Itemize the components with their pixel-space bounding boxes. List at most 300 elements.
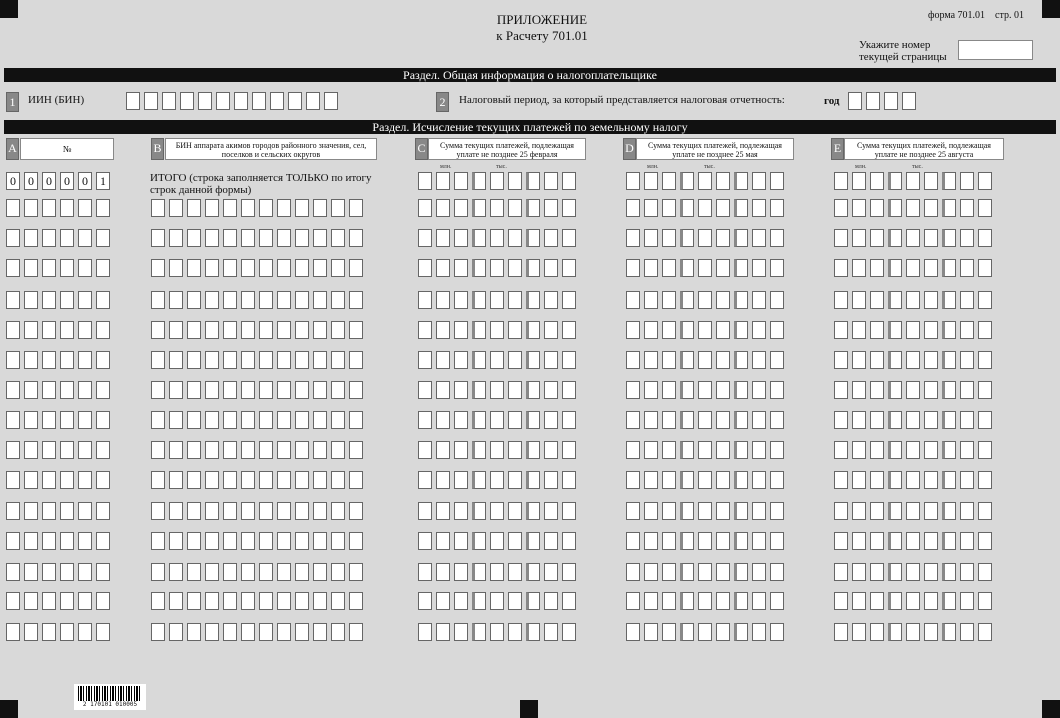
payment-may-cell[interactable]: [680, 502, 694, 520]
payment-may-cell[interactable]: [698, 199, 712, 217]
payment-feb-cell[interactable]: [472, 502, 486, 520]
payment-feb-cell[interactable]: [544, 441, 558, 459]
row-number-cell[interactable]: [24, 199, 38, 217]
row-number-cell[interactable]: [42, 592, 56, 610]
payment-aug-cell[interactable]: [942, 411, 956, 429]
payment-may-cell[interactable]: [770, 623, 784, 641]
payment-may-cell[interactable]: [752, 532, 766, 550]
payment-aug-cell[interactable]: [870, 411, 884, 429]
bin-akimat-cell[interactable]: [205, 471, 219, 489]
bin-akimat-cell[interactable]: [169, 321, 183, 339]
payment-may-cell[interactable]: [716, 199, 730, 217]
bin-akimat-cell[interactable]: [331, 441, 345, 459]
payment-aug-cell[interactable]: [834, 199, 848, 217]
year-cell[interactable]: [902, 92, 916, 110]
payment-aug-cell[interactable]: [960, 471, 974, 489]
row-number-cell[interactable]: [24, 259, 38, 277]
bin-akimat-cell[interactable]: [241, 351, 255, 369]
payment-may-cell[interactable]: [716, 441, 730, 459]
payment-aug-cell[interactable]: [924, 291, 938, 309]
payment-aug-cell[interactable]: [888, 532, 902, 550]
row-number-cell[interactable]: [78, 321, 92, 339]
payment-may-cell[interactable]: [626, 532, 640, 550]
row-number-cell[interactable]: [96, 441, 110, 459]
payment-aug-cell[interactable]: [834, 502, 848, 520]
bin-akimat-cell[interactable]: [169, 229, 183, 247]
payment-aug-cell[interactable]: [870, 381, 884, 399]
bin-akimat-cell[interactable]: [259, 411, 273, 429]
payment-feb-cell[interactable]: [490, 532, 504, 550]
payment-feb-cell[interactable]: [418, 471, 432, 489]
row-number-cell[interactable]: [24, 441, 38, 459]
payment-feb-cell[interactable]: [472, 172, 486, 190]
payment-feb-cell[interactable]: [436, 381, 450, 399]
payment-aug-cell[interactable]: [978, 623, 992, 641]
bin-akimat-cell[interactable]: [187, 592, 201, 610]
payment-aug-cell[interactable]: [942, 441, 956, 459]
bin-akimat-cell[interactable]: [313, 291, 327, 309]
payment-may-cell[interactable]: [752, 291, 766, 309]
bin-akimat-cell[interactable]: [277, 502, 291, 520]
payment-feb-cell[interactable]: [418, 259, 432, 277]
payment-feb-cell[interactable]: [490, 592, 504, 610]
iin-bin-cell[interactable]: [216, 92, 230, 110]
payment-may-cell[interactable]: [752, 502, 766, 520]
payment-aug-cell[interactable]: [906, 411, 920, 429]
payment-feb-cell[interactable]: [562, 411, 576, 429]
payment-may-cell[interactable]: [734, 321, 748, 339]
bin-akimat-cell[interactable]: [259, 471, 273, 489]
payment-aug-cell[interactable]: [924, 199, 938, 217]
payment-may-cell[interactable]: [698, 321, 712, 339]
row-number-cell[interactable]: [96, 623, 110, 641]
payment-aug-cell[interactable]: [978, 502, 992, 520]
row-number-cell[interactable]: [60, 441, 74, 459]
row-number-cell[interactable]: [60, 502, 74, 520]
payment-feb-cell[interactable]: [418, 441, 432, 459]
payment-feb-cell[interactable]: [526, 351, 540, 369]
payment-aug-cell[interactable]: [888, 441, 902, 459]
payment-feb-cell[interactable]: [562, 441, 576, 459]
payment-aug-cell[interactable]: [834, 351, 848, 369]
payment-aug-cell[interactable]: [852, 411, 866, 429]
bin-akimat-cell[interactable]: [241, 592, 255, 610]
bin-akimat-cell[interactable]: [313, 471, 327, 489]
bin-akimat-cell[interactable]: [187, 411, 201, 429]
payment-may-cell[interactable]: [752, 172, 766, 190]
payment-may-cell[interactable]: [770, 592, 784, 610]
payment-feb-cell[interactable]: [472, 623, 486, 641]
payment-may-cell[interactable]: [626, 441, 640, 459]
payment-may-cell[interactable]: [626, 199, 640, 217]
bin-akimat-cell[interactable]: [331, 259, 345, 277]
row-number-cell[interactable]: [78, 229, 92, 247]
bin-akimat-cell[interactable]: [349, 563, 363, 581]
bin-akimat-cell[interactable]: [241, 321, 255, 339]
row-number-cell[interactable]: [78, 381, 92, 399]
bin-akimat-cell[interactable]: [331, 532, 345, 550]
payment-may-cell[interactable]: [644, 381, 658, 399]
payment-aug-cell[interactable]: [834, 229, 848, 247]
payment-may-cell[interactable]: [644, 532, 658, 550]
payment-feb-cell[interactable]: [562, 563, 576, 581]
bin-akimat-cell[interactable]: [259, 259, 273, 277]
bin-akimat-cell[interactable]: [169, 411, 183, 429]
payment-aug-cell[interactable]: [960, 563, 974, 581]
payment-feb-cell[interactable]: [436, 291, 450, 309]
bin-akimat-cell[interactable]: [187, 563, 201, 581]
bin-akimat-cell[interactable]: [277, 471, 291, 489]
payment-may-cell[interactable]: [662, 229, 676, 247]
bin-akimat-cell[interactable]: [313, 592, 327, 610]
row-number-cell[interactable]: [42, 351, 56, 369]
iin-bin-cell[interactable]: [252, 92, 266, 110]
bin-akimat-cell[interactable]: [259, 351, 273, 369]
payment-may-cell[interactable]: [680, 592, 694, 610]
row-number-cell[interactable]: [96, 321, 110, 339]
bin-akimat-cell[interactable]: [169, 291, 183, 309]
row-number-cell[interactable]: [42, 563, 56, 581]
payment-may-cell[interactable]: [662, 321, 676, 339]
row-number-cell[interactable]: [78, 532, 92, 550]
payment-feb-cell[interactable]: [490, 623, 504, 641]
payment-feb-cell[interactable]: [508, 592, 522, 610]
payment-aug-cell[interactable]: [852, 592, 866, 610]
row-number-cell[interactable]: [42, 441, 56, 459]
payment-feb-cell[interactable]: [562, 381, 576, 399]
bin-akimat-cell[interactable]: [277, 381, 291, 399]
row-number-cell[interactable]: [60, 291, 74, 309]
bin-akimat-cell[interactable]: [295, 411, 309, 429]
payment-may-cell[interactable]: [644, 623, 658, 641]
payment-may-cell[interactable]: [644, 502, 658, 520]
payment-feb-cell[interactable]: [436, 471, 450, 489]
row-number-cell[interactable]: [42, 411, 56, 429]
bin-akimat-cell[interactable]: [223, 502, 237, 520]
payment-feb-cell[interactable]: [508, 199, 522, 217]
bin-akimat-cell[interactable]: [223, 532, 237, 550]
bin-akimat-cell[interactable]: [259, 199, 273, 217]
payment-feb-cell[interactable]: [490, 199, 504, 217]
payment-aug-cell[interactable]: [852, 502, 866, 520]
payment-may-cell[interactable]: [716, 321, 730, 339]
payment-feb-cell[interactable]: [508, 229, 522, 247]
payment-feb-cell[interactable]: [508, 291, 522, 309]
payment-aug-cell[interactable]: [978, 592, 992, 610]
bin-akimat-cell[interactable]: [313, 321, 327, 339]
payment-aug-cell[interactable]: [834, 381, 848, 399]
bin-akimat-cell[interactable]: [295, 623, 309, 641]
bin-akimat-cell[interactable]: [151, 321, 165, 339]
payment-may-cell[interactable]: [734, 441, 748, 459]
payment-feb-cell[interactable]: [436, 623, 450, 641]
bin-akimat-cell[interactable]: [223, 441, 237, 459]
bin-akimat-cell[interactable]: [223, 592, 237, 610]
bin-akimat-cell[interactable]: [187, 229, 201, 247]
bin-akimat-cell[interactable]: [295, 471, 309, 489]
payment-feb-cell[interactable]: [544, 351, 558, 369]
bin-akimat-cell[interactable]: [187, 351, 201, 369]
payment-aug-cell[interactable]: [924, 441, 938, 459]
iin-bin-cell[interactable]: [288, 92, 302, 110]
bin-akimat-cell[interactable]: [331, 471, 345, 489]
row-number-cell[interactable]: [96, 229, 110, 247]
row-number-cell[interactable]: [60, 351, 74, 369]
payment-may-cell[interactable]: [698, 532, 712, 550]
payment-may-cell[interactable]: [734, 259, 748, 277]
payment-aug-cell[interactable]: [924, 259, 938, 277]
payment-aug-cell[interactable]: [852, 291, 866, 309]
payment-feb-cell[interactable]: [418, 229, 432, 247]
bin-akimat-cell[interactable]: [313, 199, 327, 217]
payment-aug-cell[interactable]: [978, 563, 992, 581]
payment-aug-cell[interactable]: [978, 381, 992, 399]
payment-aug-cell[interactable]: [888, 291, 902, 309]
payment-feb-cell[interactable]: [490, 471, 504, 489]
payment-feb-cell[interactable]: [454, 259, 468, 277]
payment-may-cell[interactable]: [626, 229, 640, 247]
payment-may-cell[interactable]: [698, 471, 712, 489]
row-number-cell[interactable]: [78, 592, 92, 610]
bin-akimat-cell[interactable]: [349, 441, 363, 459]
payment-aug-cell[interactable]: [888, 259, 902, 277]
bin-akimat-cell[interactable]: [187, 199, 201, 217]
payment-aug-cell[interactable]: [834, 291, 848, 309]
payment-may-cell[interactable]: [626, 259, 640, 277]
bin-akimat-cell[interactable]: [277, 199, 291, 217]
row-number-cell[interactable]: [6, 441, 20, 459]
payment-aug-cell[interactable]: [852, 259, 866, 277]
bin-akimat-cell[interactable]: [151, 471, 165, 489]
payment-aug-cell[interactable]: [906, 532, 920, 550]
payment-may-cell[interactable]: [770, 381, 784, 399]
payment-may-cell[interactable]: [716, 471, 730, 489]
bin-akimat-cell[interactable]: [277, 623, 291, 641]
row-number-cell[interactable]: [6, 623, 20, 641]
payment-feb-cell[interactable]: [526, 592, 540, 610]
payment-may-cell[interactable]: [752, 229, 766, 247]
payment-may-cell[interactable]: [626, 411, 640, 429]
payment-feb-cell[interactable]: [526, 502, 540, 520]
payment-may-cell[interactable]: [662, 199, 676, 217]
payment-aug-cell[interactable]: [978, 471, 992, 489]
payment-aug-cell[interactable]: [852, 229, 866, 247]
bin-akimat-cell[interactable]: [331, 229, 345, 247]
bin-akimat-cell[interactable]: [205, 321, 219, 339]
bin-akimat-cell[interactable]: [205, 441, 219, 459]
row-number-cell[interactable]: 0: [60, 172, 74, 190]
payment-may-cell[interactable]: [662, 441, 676, 459]
row-number-cell[interactable]: [6, 471, 20, 489]
bin-akimat-cell[interactable]: [151, 441, 165, 459]
payment-may-cell[interactable]: [752, 563, 766, 581]
row-number-cell[interactable]: [96, 532, 110, 550]
payment-aug-cell[interactable]: [906, 259, 920, 277]
payment-feb-cell[interactable]: [526, 441, 540, 459]
payment-feb-cell[interactable]: [418, 563, 432, 581]
year-cell[interactable]: [866, 92, 880, 110]
bin-akimat-cell[interactable]: [349, 351, 363, 369]
bin-akimat-cell[interactable]: [331, 199, 345, 217]
row-number-cell[interactable]: [42, 502, 56, 520]
payment-feb-cell[interactable]: [544, 623, 558, 641]
payment-feb-cell[interactable]: [490, 259, 504, 277]
payment-aug-cell[interactable]: [870, 441, 884, 459]
payment-feb-cell[interactable]: [562, 502, 576, 520]
row-number-cell[interactable]: [78, 563, 92, 581]
payment-aug-cell[interactable]: [942, 172, 956, 190]
payment-may-cell[interactable]: [662, 172, 676, 190]
payment-may-cell[interactable]: [770, 229, 784, 247]
payment-feb-cell[interactable]: [544, 172, 558, 190]
payment-feb-cell[interactable]: [526, 411, 540, 429]
payment-may-cell[interactable]: [680, 471, 694, 489]
bin-akimat-cell[interactable]: [205, 592, 219, 610]
payment-aug-cell[interactable]: [870, 563, 884, 581]
payment-aug-cell[interactable]: [978, 291, 992, 309]
bin-akimat-cell[interactable]: [151, 563, 165, 581]
row-number-cell[interactable]: [42, 471, 56, 489]
bin-akimat-cell[interactable]: [151, 199, 165, 217]
payment-may-cell[interactable]: [680, 259, 694, 277]
payment-may-cell[interactable]: [734, 172, 748, 190]
payment-feb-cell[interactable]: [454, 291, 468, 309]
payment-aug-cell[interactable]: [906, 351, 920, 369]
payment-aug-cell[interactable]: [834, 532, 848, 550]
payment-feb-cell[interactable]: [454, 502, 468, 520]
payment-feb-cell[interactable]: [544, 502, 558, 520]
bin-akimat-cell[interactable]: [205, 502, 219, 520]
payment-may-cell[interactable]: [716, 381, 730, 399]
payment-may-cell[interactable]: [734, 471, 748, 489]
payment-feb-cell[interactable]: [526, 199, 540, 217]
payment-feb-cell[interactable]: [562, 351, 576, 369]
payment-feb-cell[interactable]: [526, 471, 540, 489]
payment-may-cell[interactable]: [626, 172, 640, 190]
row-number-cell[interactable]: [6, 229, 20, 247]
payment-may-cell[interactable]: [626, 291, 640, 309]
bin-akimat-cell[interactable]: [223, 411, 237, 429]
bin-akimat-cell[interactable]: [223, 623, 237, 641]
payment-aug-cell[interactable]: [888, 411, 902, 429]
payment-may-cell[interactable]: [752, 441, 766, 459]
bin-akimat-cell[interactable]: [259, 592, 273, 610]
payment-feb-cell[interactable]: [472, 441, 486, 459]
payment-may-cell[interactable]: [698, 563, 712, 581]
payment-aug-cell[interactable]: [870, 259, 884, 277]
bin-akimat-cell[interactable]: [295, 321, 309, 339]
bin-akimat-cell[interactable]: [151, 502, 165, 520]
payment-may-cell[interactable]: [698, 623, 712, 641]
bin-akimat-cell[interactable]: [241, 259, 255, 277]
row-number-cell[interactable]: [96, 351, 110, 369]
payment-feb-cell[interactable]: [418, 381, 432, 399]
row-number-cell[interactable]: 0: [42, 172, 56, 190]
bin-akimat-cell[interactable]: [349, 471, 363, 489]
payment-may-cell[interactable]: [626, 321, 640, 339]
payment-feb-cell[interactable]: [526, 259, 540, 277]
payment-aug-cell[interactable]: [960, 411, 974, 429]
bin-akimat-cell[interactable]: [223, 471, 237, 489]
payment-may-cell[interactable]: [644, 592, 658, 610]
bin-akimat-cell[interactable]: [151, 592, 165, 610]
payment-may-cell[interactable]: [734, 592, 748, 610]
bin-akimat-cell[interactable]: [169, 623, 183, 641]
bin-akimat-cell[interactable]: [187, 532, 201, 550]
bin-akimat-cell[interactable]: [205, 229, 219, 247]
payment-aug-cell[interactable]: [942, 321, 956, 339]
payment-may-cell[interactable]: [680, 532, 694, 550]
bin-akimat-cell[interactable]: [223, 259, 237, 277]
bin-akimat-cell[interactable]: [349, 623, 363, 641]
payment-may-cell[interactable]: [698, 411, 712, 429]
payment-feb-cell[interactable]: [562, 471, 576, 489]
payment-may-cell[interactable]: [680, 199, 694, 217]
payment-may-cell[interactable]: [626, 351, 640, 369]
bin-akimat-cell[interactable]: [313, 623, 327, 641]
bin-akimat-cell[interactable]: [205, 411, 219, 429]
payment-feb-cell[interactable]: [436, 441, 450, 459]
payment-may-cell[interactable]: [770, 532, 784, 550]
payment-feb-cell[interactable]: [526, 532, 540, 550]
bin-akimat-cell[interactable]: [331, 381, 345, 399]
payment-may-cell[interactable]: [734, 623, 748, 641]
bin-akimat-cell[interactable]: [223, 563, 237, 581]
payment-aug-cell[interactable]: [888, 381, 902, 399]
bin-akimat-cell[interactable]: [349, 532, 363, 550]
payment-feb-cell[interactable]: [508, 471, 522, 489]
row-number-cell[interactable]: [42, 321, 56, 339]
bin-akimat-cell[interactable]: [259, 321, 273, 339]
payment-may-cell[interactable]: [734, 199, 748, 217]
bin-akimat-cell[interactable]: [277, 321, 291, 339]
payment-may-cell[interactable]: [644, 441, 658, 459]
payment-aug-cell[interactable]: [906, 441, 920, 459]
payment-aug-cell[interactable]: [942, 259, 956, 277]
payment-may-cell[interactable]: [680, 172, 694, 190]
payment-aug-cell[interactable]: [942, 623, 956, 641]
bin-akimat-cell[interactable]: [241, 229, 255, 247]
bin-akimat-cell[interactable]: [205, 259, 219, 277]
payment-may-cell[interactable]: [770, 441, 784, 459]
bin-akimat-cell[interactable]: [313, 229, 327, 247]
bin-akimat-cell[interactable]: [151, 623, 165, 641]
iin-bin-cell[interactable]: [198, 92, 212, 110]
row-number-cell[interactable]: [6, 563, 20, 581]
bin-akimat-cell[interactable]: [331, 291, 345, 309]
payment-aug-cell[interactable]: [888, 199, 902, 217]
bin-akimat-cell[interactable]: [241, 381, 255, 399]
payment-may-cell[interactable]: [734, 502, 748, 520]
payment-may-cell[interactable]: [680, 381, 694, 399]
bin-akimat-cell[interactable]: [241, 291, 255, 309]
payment-aug-cell[interactable]: [870, 592, 884, 610]
row-number-cell[interactable]: [60, 471, 74, 489]
payment-may-cell[interactable]: [662, 623, 676, 641]
bin-akimat-cell[interactable]: [295, 259, 309, 277]
payment-feb-cell[interactable]: [490, 411, 504, 429]
bin-akimat-cell[interactable]: [349, 502, 363, 520]
bin-akimat-cell[interactable]: [169, 199, 183, 217]
iin-bin-cell[interactable]: [162, 92, 176, 110]
payment-may-cell[interactable]: [644, 471, 658, 489]
payment-may-cell[interactable]: [698, 351, 712, 369]
row-number-cell[interactable]: [24, 351, 38, 369]
row-number-cell[interactable]: [78, 441, 92, 459]
payment-aug-cell[interactable]: [906, 172, 920, 190]
payment-feb-cell[interactable]: [490, 291, 504, 309]
payment-may-cell[interactable]: [662, 411, 676, 429]
